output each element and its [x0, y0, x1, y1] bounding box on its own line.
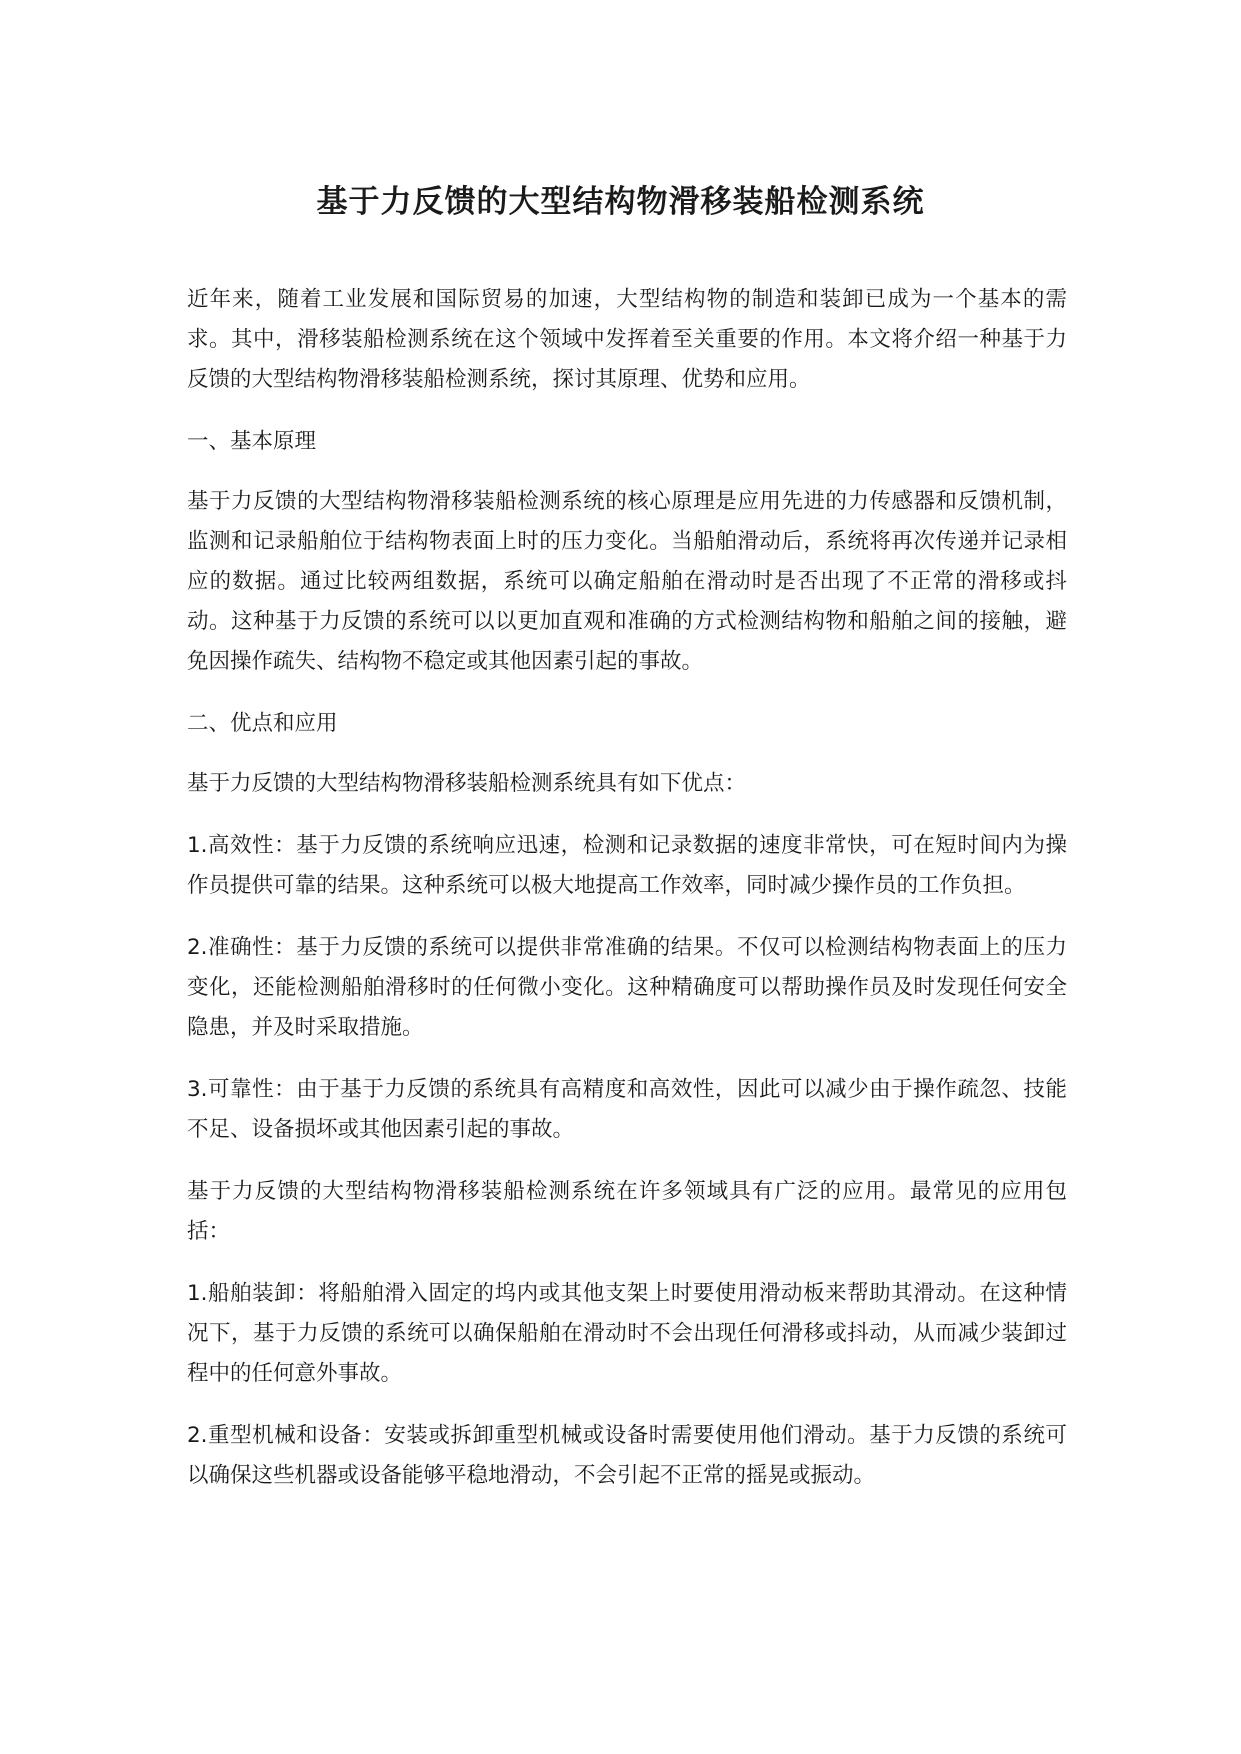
advantages-intro-paragraph: 基于力反馈的大型结构物滑移装船检测系统具有如下优点： — [187, 771, 747, 796]
advantage-efficiency-paragraph: 1.高效性：基于力反馈的系统响应迅速，检测和记录数据的速度非常快，可在短时间内为操作员提供可靠的结果。这种系统可以极大地提高工作效率，同时减少操作员的工作负担。 — [187, 833, 1067, 898]
applications-intro-paragraph: 基于力反馈的大型结构物滑移装船检测系统在许多领域具有广泛的应用。最常见的应用包括： — [187, 1179, 1067, 1244]
advantage-reliability-paragraph: 3.可靠性：由于基于力反馈的系统具有高精度和高效性，因此可以减少由于操作疏忽、技能不足、设备损坏或其他因素引起的事故。 — [187, 1077, 1067, 1142]
principle-paragraph: 基于力反馈的大型结构物滑移装船检测系统的核心原理是应用先进的力传感器和反馈机制，监测和记录船舶位于结构物表面上时的压力变化。当船舶滑动后，系统将再次传递并记录相应的数据。通过比较两组数据，系统可以确定船舶在滑动时是否出现了不正常的滑移或抖动。这种基于力反馈的系统可以以更加直观和准确的方式检测结构物和船舶之间的接触，避免因操作疏失、结构物不稳定或其他因素引起的事故。 — [187, 489, 1067, 674]
document-title: 基于力反馈的大型结构物滑移装船检测系统 — [316, 184, 925, 220]
section-heading-advantages: 二、优点和应用 — [187, 711, 338, 736]
document-body — [187, 280, 1067, 1518]
application-heavy-machinery-paragraph: 2.重型机械和设备：安装或拆卸重型机械或设备时需要使用他们滑动。基于力反馈的系统可以确保这些机器或设备能够平稳地滑动，不会引起不正常的摇晃或振动。 — [187, 1423, 1067, 1488]
section-heading-principle: 一、基本原理 — [187, 429, 317, 454]
intro-paragraph: 近年来，随着工业发展和国际贸易的加速，大型结构物的制造和装卸已成为一个基本的需求。其中，滑移装船检测系统在这个领域中发挥着至关重要的作用。本文将介绍一种基于力反馈的大型结构物滑移装船检测系统，探讨其原理、优势和应用。 — [187, 287, 1067, 392]
advantage-accuracy-paragraph: 2.准确性：基于力反馈的系统可以提供非常准确的结果。不仅可以检测结构物表面上的压力变化，还能检测船舶滑移时的任何微小变化。这种精确度可以帮助操作员及时发现任何安全隐患，并及时采取措施。 — [187, 935, 1067, 1040]
application-ship-loading-paragraph: 1.船舶装卸：将船舶滑入固定的坞内或其他支架上时要使用滑动板来帮助其滑动。在这种情况下，基于力反馈的系统可以确保船舶在滑动时不会出现任何滑移或抖动，从而减少装卸过程中的任何意外事故。 — [187, 1281, 1067, 1386]
